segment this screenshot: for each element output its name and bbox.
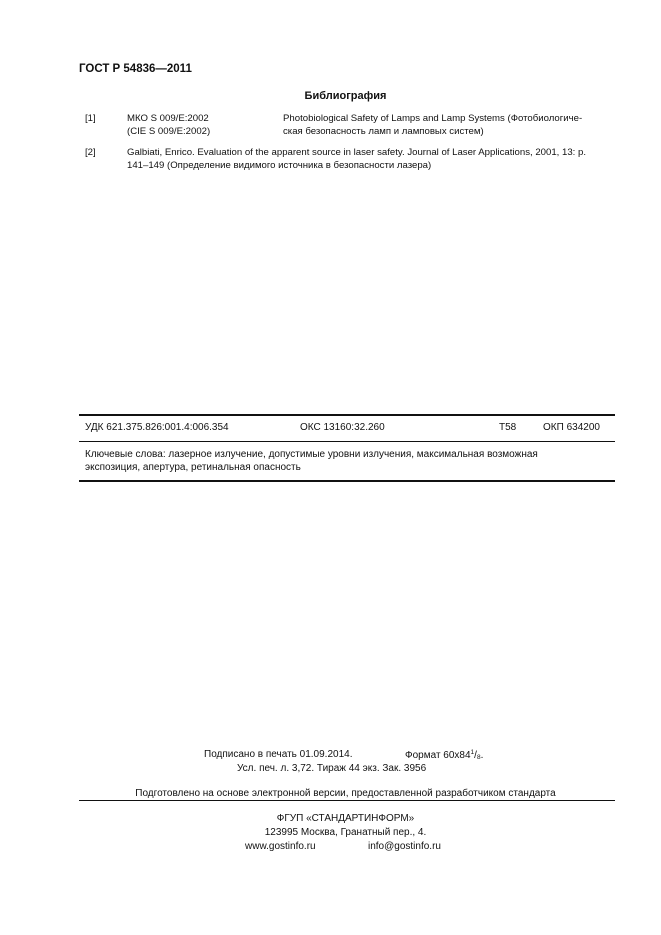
entry-text bbox=[127, 147, 610, 172]
udk-code: УДК 621.375.826:001.4:006.354 bbox=[85, 422, 229, 433]
okp-code: ОКП 634200 bbox=[543, 422, 600, 433]
standard-code: ГОСТ Р 54836—2011 bbox=[79, 63, 192, 75]
format-prefix: Формат 60х84 bbox=[405, 750, 471, 761]
divider bbox=[79, 800, 615, 801]
entry-number: [1] bbox=[85, 113, 96, 124]
designation-line: МКО S 009/E:2002 bbox=[127, 113, 209, 124]
bibliography-title: Библиография bbox=[304, 90, 387, 102]
publisher-address: 123995 Москва, Гранатный пер., 4. bbox=[264, 827, 427, 838]
entry-text-line: Galbiati, Enrico. Evaluation of the apparent source in laser safety. Journal of Laser Applications, 2001, 13: p. bbox=[127, 147, 586, 158]
format-numerator: 1 bbox=[470, 749, 475, 756]
publisher-name: ФГУП «СТАНДАРТИНФОРМ» bbox=[276, 813, 415, 824]
signed-date: Подписано в печать 01.09.2014. bbox=[204, 749, 353, 760]
keywords bbox=[85, 449, 608, 474]
email-link[interactable]: info@gostinfo.ru bbox=[368, 841, 441, 852]
designation-line: (CIE S 009/E:2002) bbox=[127, 125, 211, 137]
t-code: Т58 bbox=[499, 422, 517, 433]
title-line: Photobiological Safety of Lamps and Lamp Systems (Фотобиологиче- bbox=[283, 113, 583, 124]
entry-designation bbox=[127, 113, 210, 138]
keywords-line: экспозиция, апертура, ретинальная опасность bbox=[85, 461, 301, 473]
bibliography-entry bbox=[85, 113, 610, 139]
entry-number: [2] bbox=[85, 147, 96, 158]
print-info: Усл. печ. л. 3,72. Тираж 44 экз. Зак. 3956 bbox=[237, 763, 427, 774]
divider bbox=[79, 480, 615, 482]
website-link[interactable]: www.gostinfo.ru bbox=[245, 841, 316, 852]
divider bbox=[79, 441, 615, 442]
format-suffix: . bbox=[480, 750, 484, 761]
paper-format: Формат $60х84^1/_8$. bbox=[405, 749, 484, 761]
keywords-line: Ключевые слова: лазерное излучение, допустимые уровни излучения, максимальная возможная bbox=[85, 449, 538, 460]
title-line: ская безопасность ламп и ламповых систем) bbox=[283, 125, 484, 137]
bibliography-entry bbox=[85, 147, 610, 173]
oks-code: ОКС 13160:32.260 bbox=[300, 422, 385, 433]
divider bbox=[79, 414, 615, 416]
entry-title bbox=[283, 113, 610, 138]
entry-text-line: 141–149 (Определение видимого источника в безопасности лазера) bbox=[127, 159, 432, 171]
prepared-note: Подготовлено на основе электронной версии, предоставленной разработчиком стандарта bbox=[135, 788, 556, 799]
format-denominator: 8 bbox=[476, 754, 481, 761]
